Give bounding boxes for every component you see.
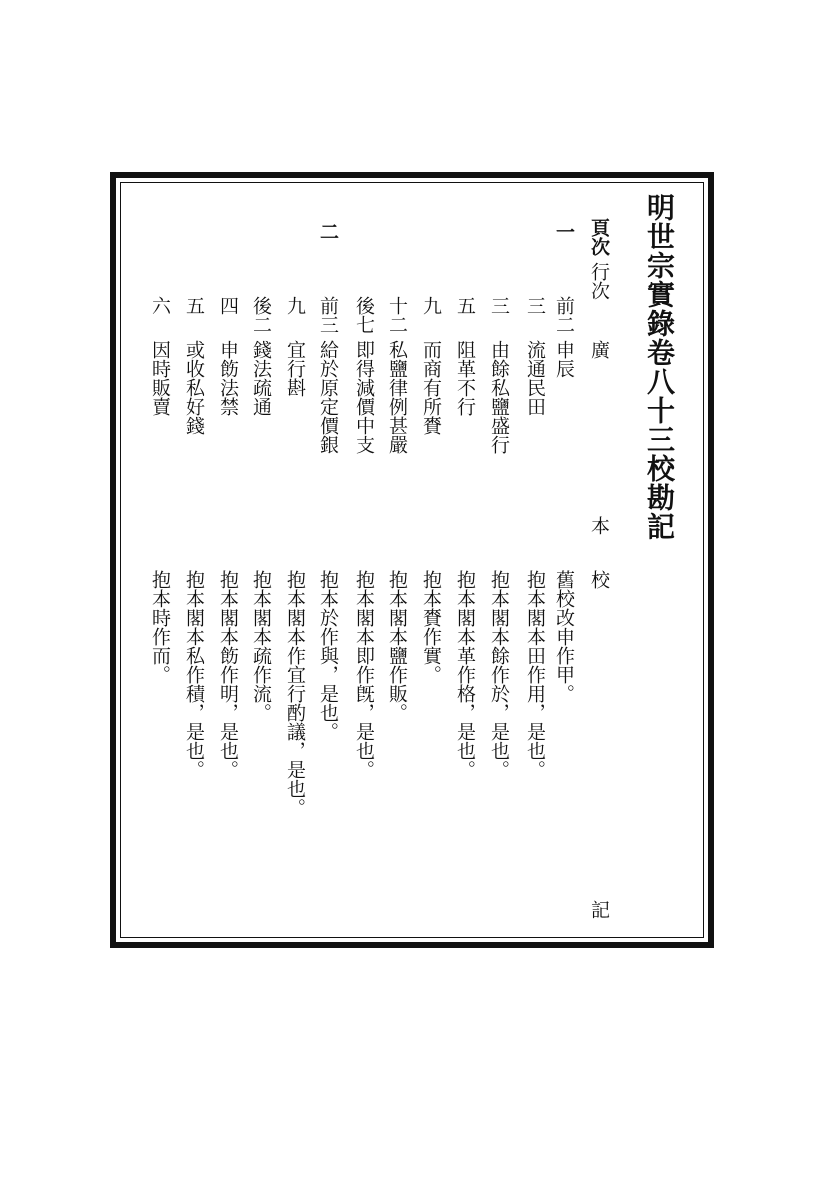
entry-note: 抱本閣本疏作流。 (250, 570, 272, 722)
entry-text: 因時販賣 (149, 340, 171, 416)
entry-note: 抱本閣本鹽作販。 (386, 570, 408, 722)
entry-page: 二 (317, 222, 339, 241)
entry-note: 抱本閣本革作格，是也。 (454, 570, 476, 779)
header-guang: 廣 (588, 340, 610, 359)
entry-note: 抱本閣本即作旣，是也。 (353, 570, 375, 779)
entry-text: 而商有所賚 (420, 340, 442, 435)
entry-row: 五 (454, 296, 476, 315)
header-ji: 記 (588, 900, 610, 919)
entry-note: 抱本閣本餘作於，是也。 (488, 570, 510, 779)
header-ben: 本 (588, 516, 610, 535)
entry-text: 私鹽律例甚嚴 (386, 340, 408, 454)
entry-row: 前三 (317, 296, 339, 334)
entry-note: 抱本時作而。 (149, 570, 171, 684)
entry-row: 前二 (553, 296, 575, 334)
header-row: 行次 (588, 262, 610, 300)
entry-row: 後二 (250, 296, 272, 334)
entry-note: 抱本閣本私作積，是也。 (183, 570, 205, 779)
entry-row: 九 (284, 296, 306, 315)
entry-text: 阻革不行 (454, 340, 476, 416)
document-title: 明世宗實錄卷八十三校勘記 (643, 193, 676, 541)
entry-text: 由餘私鹽盛行 (488, 340, 510, 454)
entry-note: 抱本閣本作宜行酌議，是也。 (284, 570, 306, 817)
entry-text: 給於原定價銀 (317, 340, 339, 454)
header-page: 頁次 (588, 218, 610, 256)
entry-text: 錢法疏通 (250, 340, 272, 416)
entry-row: 十二 (386, 296, 408, 334)
entry-text: 申辰 (553, 340, 575, 378)
entry-note: 抱本賚作實。 (420, 570, 442, 684)
page-border-inner (120, 182, 704, 938)
entry-note: 抱本閣本飭作明，是也。 (217, 570, 239, 779)
entry-row: 五 (183, 296, 205, 315)
entry-row: 後七 (353, 296, 375, 334)
entry-row: 六 (149, 296, 171, 315)
entry-text: 流通民田 (524, 340, 546, 416)
entry-row: 三 (524, 296, 546, 315)
entry-note: 舊校改申作甲。 (553, 570, 575, 703)
entry-text: 宜行斟 (284, 340, 306, 397)
entry-page: 一 (553, 222, 575, 241)
entry-text: 或收私好錢 (183, 340, 205, 435)
entry-text: 申飭法禁 (217, 340, 239, 416)
entry-note: 抱本於作與，是也。 (317, 570, 339, 741)
entry-row: 三 (488, 296, 510, 315)
entry-note: 抱本閣本田作用，是也。 (524, 570, 546, 779)
entry-row: 九 (420, 296, 442, 315)
entry-text: 即得減價中支 (353, 340, 375, 454)
entry-row: 四 (217, 296, 239, 315)
header-jiao: 校 (588, 570, 610, 589)
